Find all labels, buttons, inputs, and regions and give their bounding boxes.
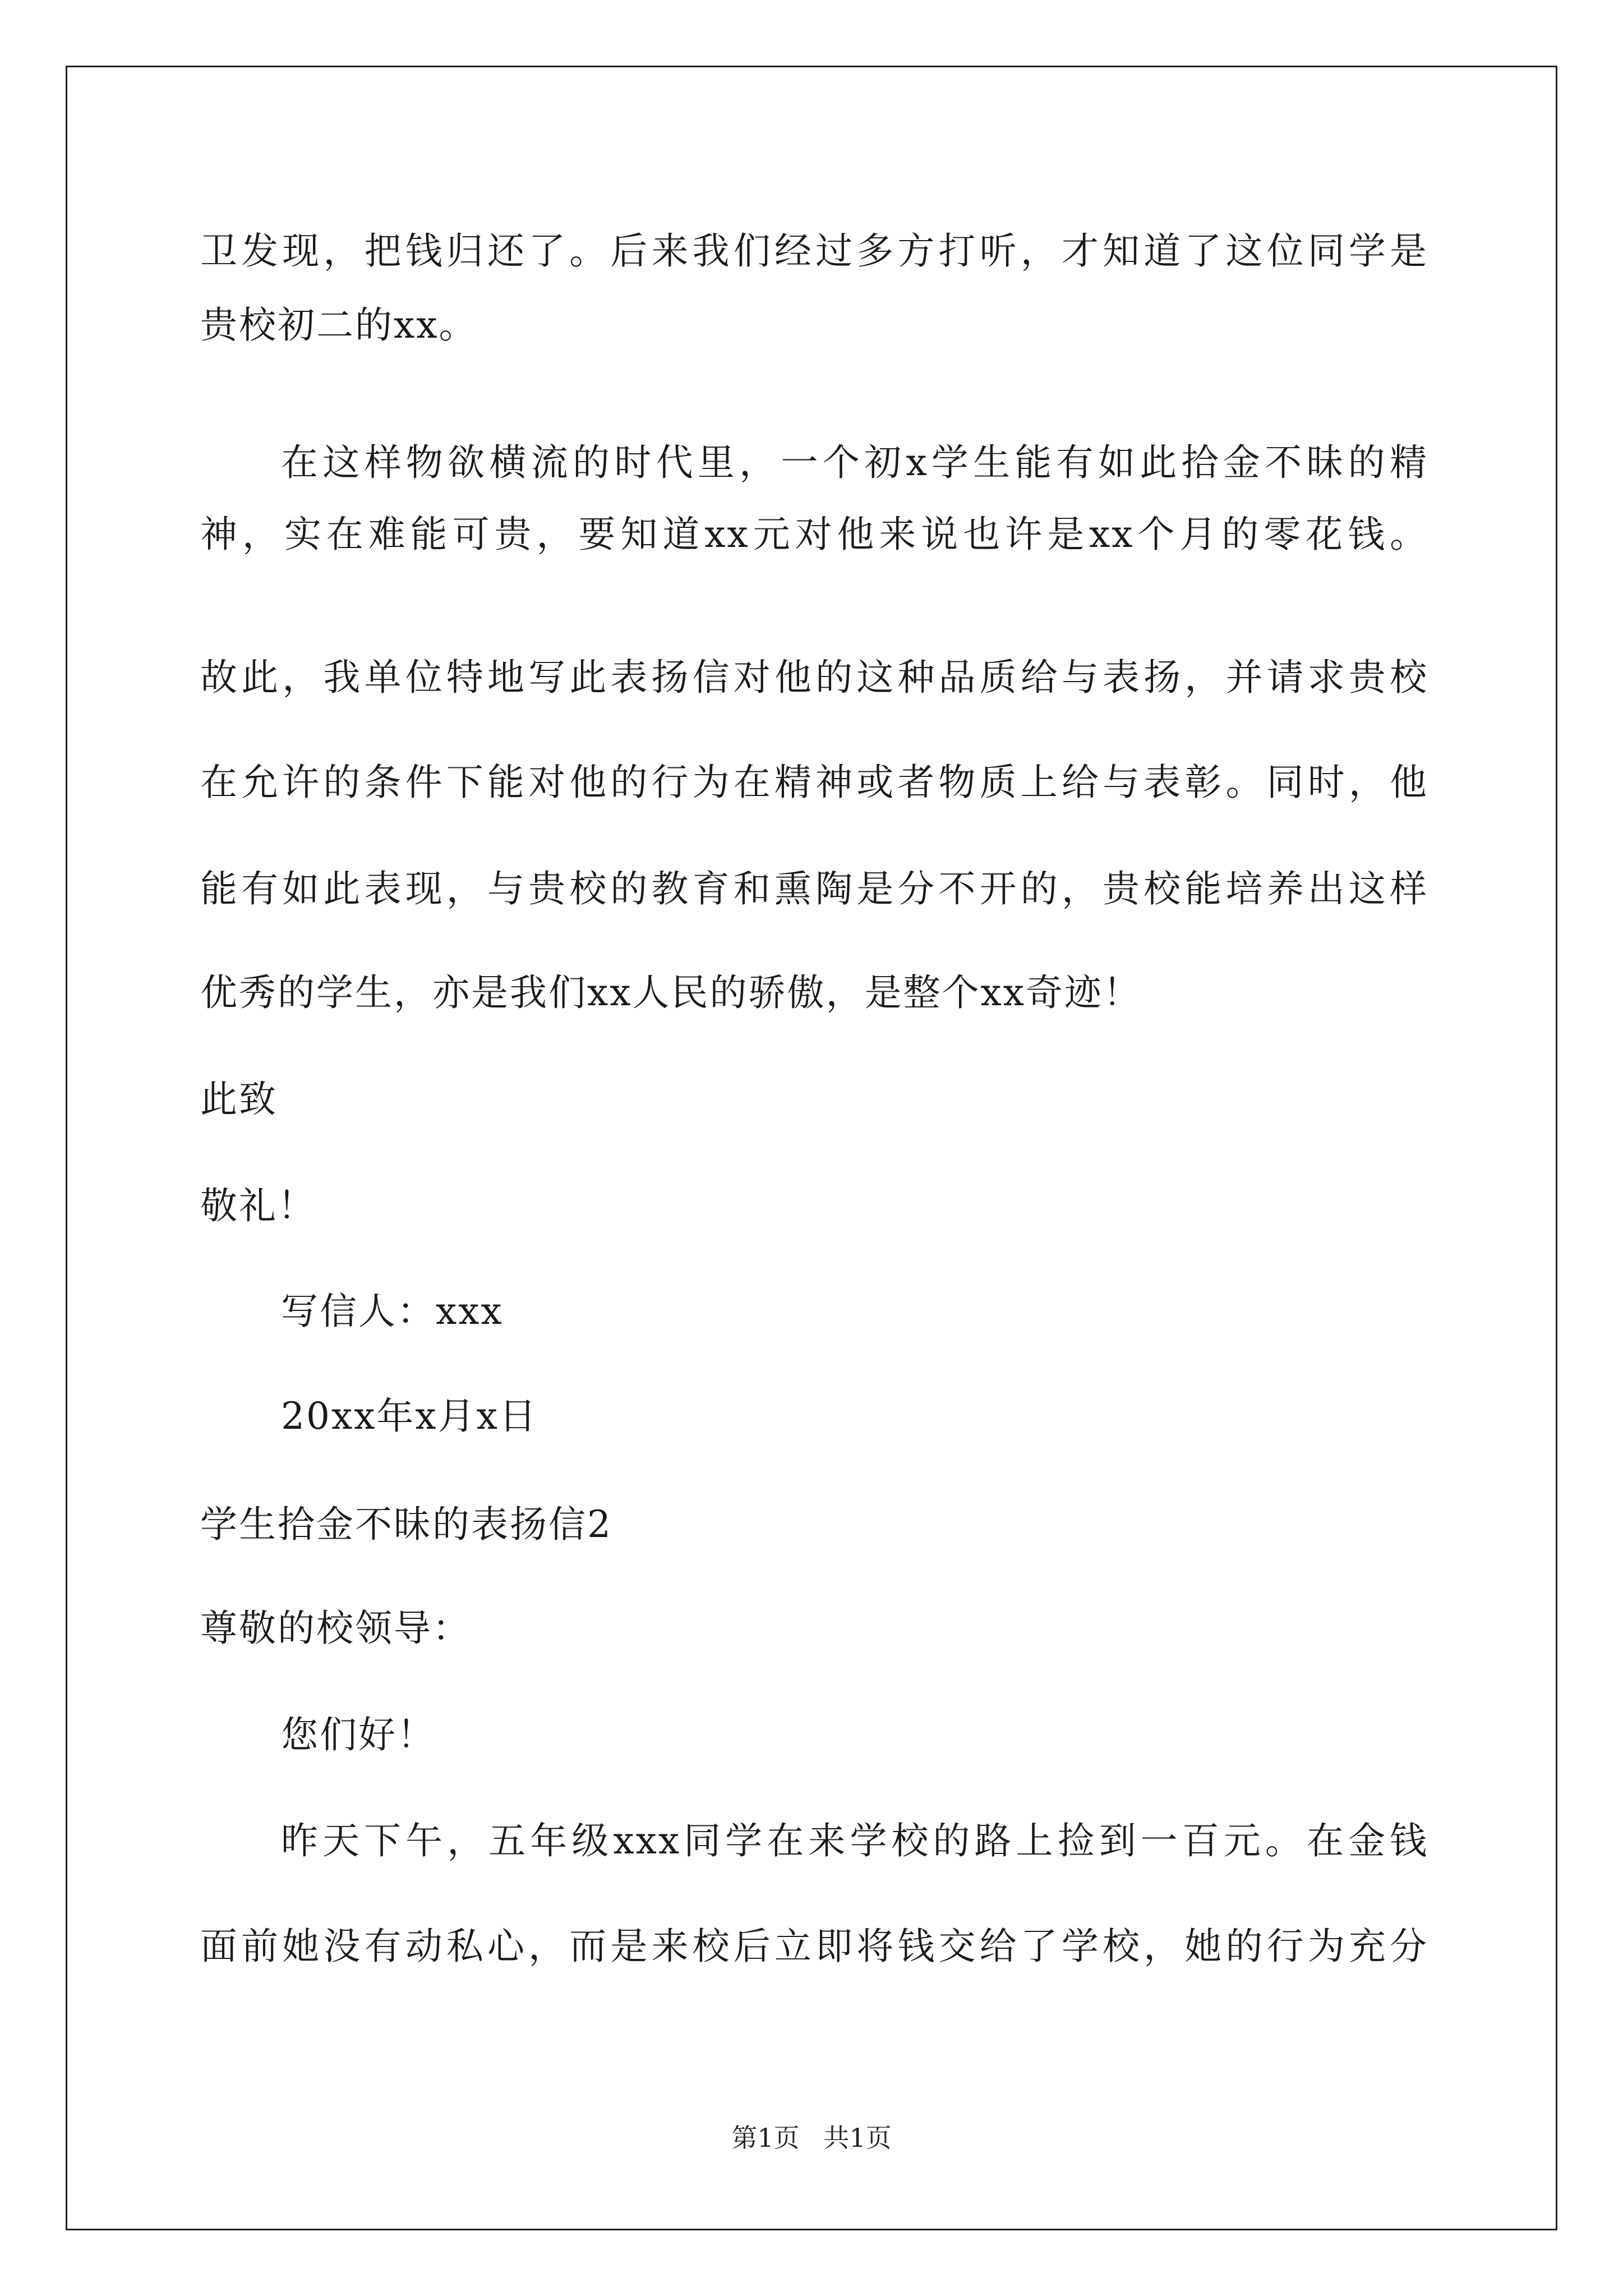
body-line: 能有如此表现，与贵校的教育和熏陶是分不开的，贵校能培养出这样 [200, 867, 1428, 910]
signature-line: 写信人：xxx [281, 1290, 504, 1333]
body-line: 故此，我单位特地写此表扬信对他的这种品质给与表扬，并请求贵校 [200, 656, 1428, 699]
respect-closing: 敬礼！ [200, 1184, 316, 1227]
body-line: 昨天下午，五年级xxx同学在来学校的路上捡到一百元。在金钱 [281, 1819, 1428, 1862]
section-title: 学生拾金不昧的表扬信2 [200, 1503, 612, 1546]
page-footer [0, 2122, 1623, 2154]
body-line: 在这样物欲横流的时代里，一个初x学生能有如此拾金不昧的精 [281, 441, 1428, 484]
greeting-line: 尊敬的校领导： [200, 1607, 471, 1650]
body-line: 面前她没有动私心，而是来校后立即将钱交给了学校，她的行为充分 [200, 1925, 1428, 1968]
body-line: 卫发现，把钱归还了。后来我们经过多方打听，才知道了这位同学是 [200, 229, 1428, 273]
body-line: 优秀的学生，亦是我们xx人民的骄傲，是整个xx奇迹！ [200, 971, 1142, 1014]
body-line: 贵校初二的xx。 [200, 303, 478, 347]
date-line: 20xx年x月x日 [281, 1395, 538, 1438]
body-line: 在允许的条件下能对他的行为在精神或者物质上给与表彰。同时，他 [200, 761, 1428, 804]
total-pages: 共1页 [823, 2123, 892, 2153]
greeting-line: 您们好！ [281, 1713, 436, 1756]
body-line: 神，实在难能可贵，要知道xx元对他来说也许是xx个月的零花钱。 [200, 513, 1428, 556]
current-page-number: 第1页 [731, 2123, 800, 2153]
page-border [66, 66, 1557, 2230]
salutation-closing: 此致 [200, 1078, 278, 1121]
